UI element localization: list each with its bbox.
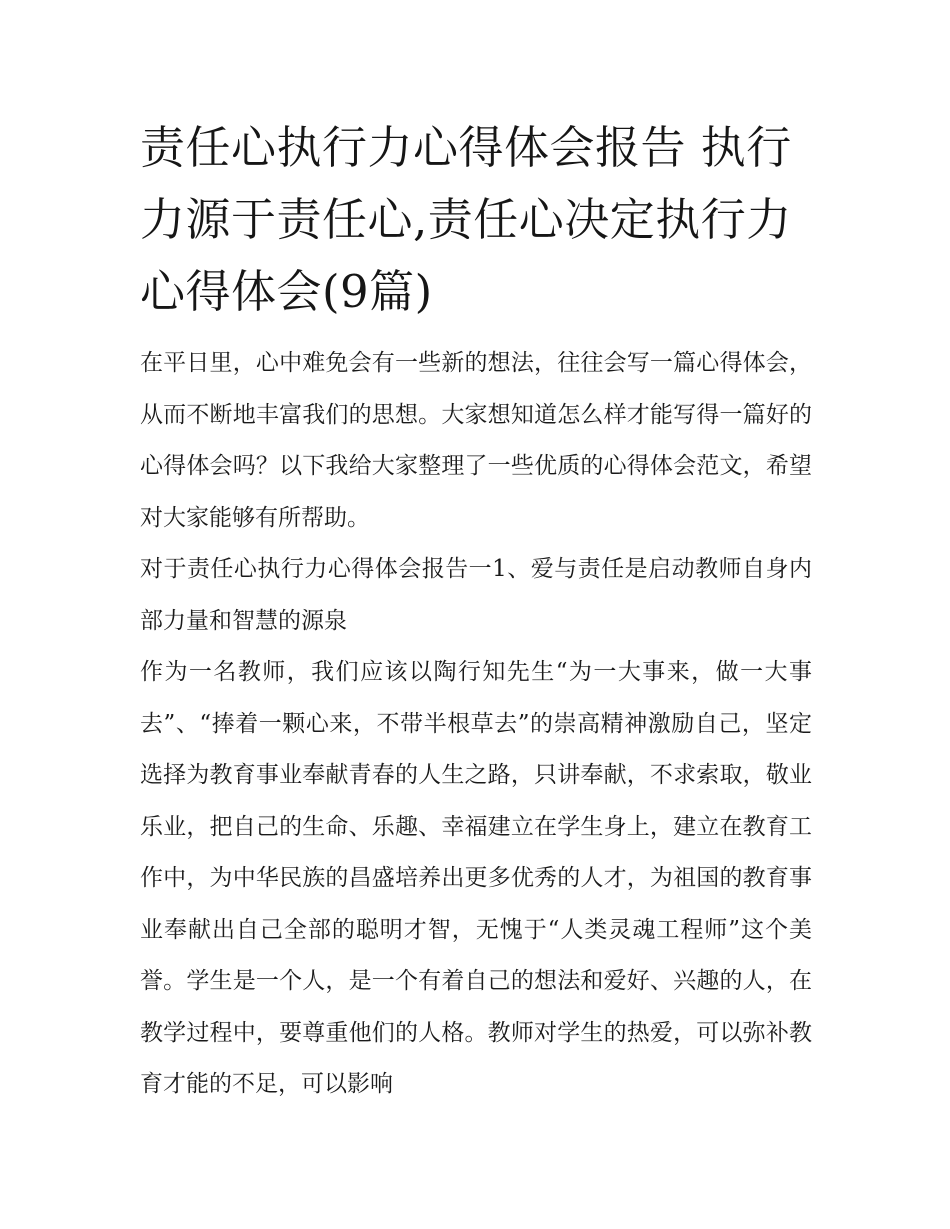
body-paragraph: 作为一名教师，我们应该以陶行知先生“为一大事来，做一大事去”、“捧着一颗心来，不带半根草去”的崇高精神激励自己，坚定选择为教育事业奉献青春的人生之路，只讲奉献，不求索取，敬业乐业，把自己的生命、乐趣、幸福建立在学生身上，建立在教育工作中，为中华民族的昌盛培养出更多优秀的人才，为祖国的教育事业奉献出自己全部的聪明才智，无愧于“人类灵魂工程师”这个美誉。学生是一个人，是一个有着自己的想法和爱好、兴趣的人，在教学过程中，要尊重他们的人格。教师对学生的热爱，可以弥补教育才能的不足，可以影响 <box>140 659 812 1097</box>
intro-paragraph: 在平日里，心中难免会有一些新的想法，往往会写一篇心得体会，从而不断地丰富我们的思想。大家想知道怎么样才能写得一篇好的心得体会吗？以下我给大家整理了一些优质的心得体会范文，希望对大家能够有所帮助。 <box>140 350 812 531</box>
section-heading-paragraph: 对于责任心执行力心得体会报告一1、爱与责任是启动教师自身内部力量和智慧的源泉 <box>140 556 812 634</box>
document-title: 责任心执行力心得体会报告 执行力源于责任心,责任心决定执行力心得体会(9篇) <box>140 121 792 318</box>
document-page <box>140 112 812 1111</box>
